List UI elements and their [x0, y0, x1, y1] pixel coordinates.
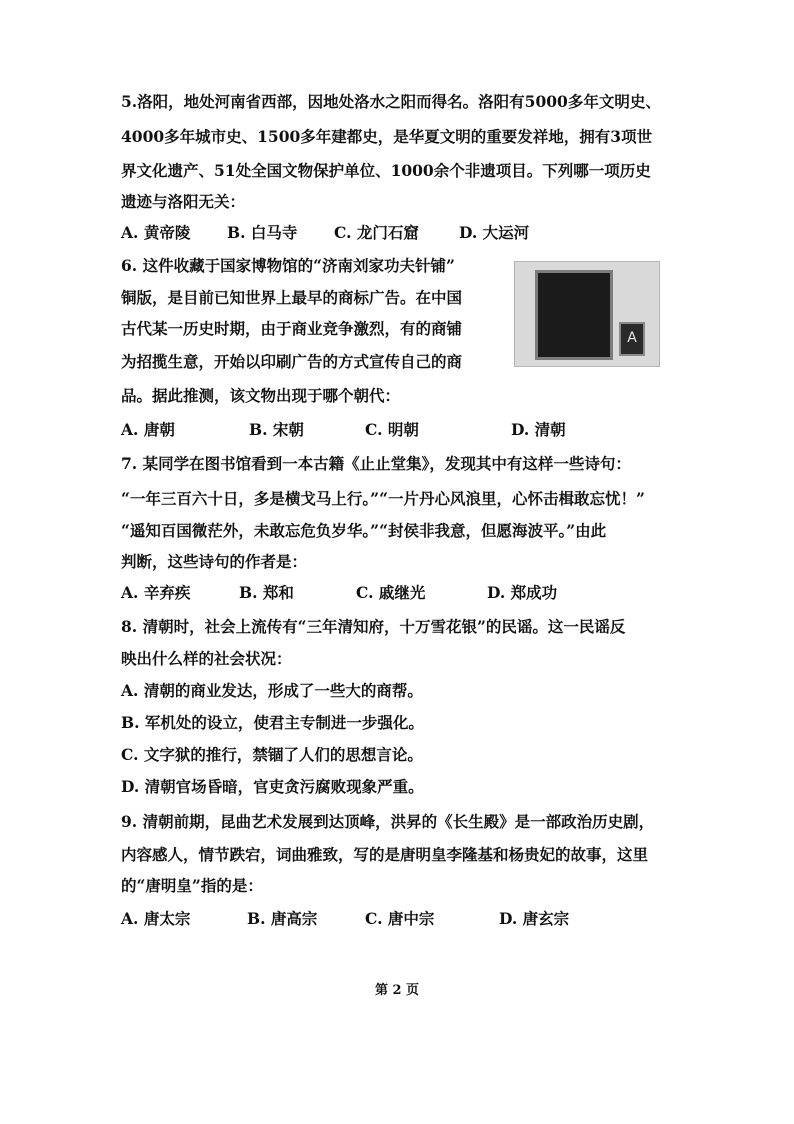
q7-line-4: 判断，这些诗句的作者是：: [121, 552, 308, 571]
q6-line-5: 品。据此推测，该文物出现于哪个朝代：: [121, 386, 401, 405]
q5-line-2: 4000多年城市史、1500多年建都史，是华夏文明的重要发祥地，拥有3项世: [121, 127, 653, 146]
bronze-plate-photo: [514, 261, 660, 367]
q6-option-a: A. 唐朝: [121, 420, 175, 439]
q5-option-c: C. 龙门石窟: [334, 223, 419, 242]
q5-line-4: 遗迹与洛阳无关：: [121, 192, 246, 211]
q9-option-d: D. 唐玄宗: [499, 909, 570, 928]
q5-option-a: A. 黄帝陵: [121, 223, 191, 242]
q7-line-3: “遥知百国微茫外，未敢忘危负岁华。”“封侯非我意，但愿海波平。”由此: [121, 521, 607, 540]
q7-option-d: D. 郑成功: [487, 583, 558, 602]
q7-option-a: A. 辛弃疾: [121, 583, 191, 602]
q5-line-1: 5.洛阳，地处河南省西部，因地处洛水之阳而得名。洛阳有5000多年文明史、: [121, 92, 661, 111]
q6-line-3: 古代某一历史时期，由于商业竞争激烈，有的商铺: [121, 319, 463, 338]
q9-line-2: 内容感人，情节跌宕，词曲雅致，写的是唐明皇李隆基和杨贵妃的故事，这里: [121, 845, 649, 864]
q8-line-1: 8. 清朝时，社会上流传有“三年清知府，十万雪花银”的民谣。这一民谣反: [121, 617, 626, 636]
q5-option-b: B. 白马寺: [227, 223, 298, 242]
bronze-plate: [535, 270, 613, 360]
q9-line-1: 9. 清朝前期，昆曲艺术发展到达顶峰，洪昇的《长生殿》是一部政治历史剧，: [121, 812, 655, 831]
q9-option-c: C. 唐中宗: [365, 909, 435, 928]
q7-line-2: “一年三百六十日，多是横戈马上行。”“一片丹心风浪里，心怀击楫敢忘忧！”: [121, 489, 645, 508]
q9-line-3: 的“唐明皇”指的是：: [121, 876, 263, 895]
shop-logo-badge: A: [619, 322, 645, 356]
q8-option-c: C. 文字狱的推行，禁锢了人们的思想言论。: [121, 745, 423, 764]
q6-line-2: 铜版，是目前已知世界上最早的商标广告。在中国: [121, 288, 463, 307]
q8-option-b: B. 军机处的设立，使君主专制进一步强化。: [121, 713, 424, 732]
q6-line-4: 为招揽生意，开始以印刷广告的方式宣传自己的商: [121, 352, 463, 371]
q8-line-2: 映出什么样的社会状况：: [121, 649, 292, 668]
q5-option-d: D. 大运河: [459, 223, 530, 242]
q6-option-b: B. 宋朝: [249, 420, 304, 439]
page-number: 第 2 页: [374, 983, 420, 998]
q5-line-3: 界文化遗产、51处全国文物保护单位、1000余个非遗项目。下列哪一项历史: [121, 161, 651, 180]
q6-line-1: 6. 这件收藏于国家博物馆的“济南刘家功夫针铺”: [121, 256, 455, 275]
q8-option-d: D. 清朝官场昏暗，官吏贪污腐败现象严重。: [121, 777, 424, 796]
q7-line-1: 7. 某同学在图书馆看到一本古籍《止止堂集》，发现其中有这样一些诗句：: [121, 454, 631, 473]
q9-option-b: B. 唐高宗: [247, 909, 318, 928]
q7-option-b: B. 郑和: [239, 583, 294, 602]
q6-option-c: C. 明朝: [365, 420, 419, 439]
q7-option-c: C. 戚继光: [356, 583, 426, 602]
q8-option-a: A. 清朝的商业发达，形成了一些大的商帮。: [121, 681, 423, 700]
q9-option-a: A. 唐太宗: [121, 909, 191, 928]
q6-option-d: D. 清朝: [511, 420, 566, 439]
